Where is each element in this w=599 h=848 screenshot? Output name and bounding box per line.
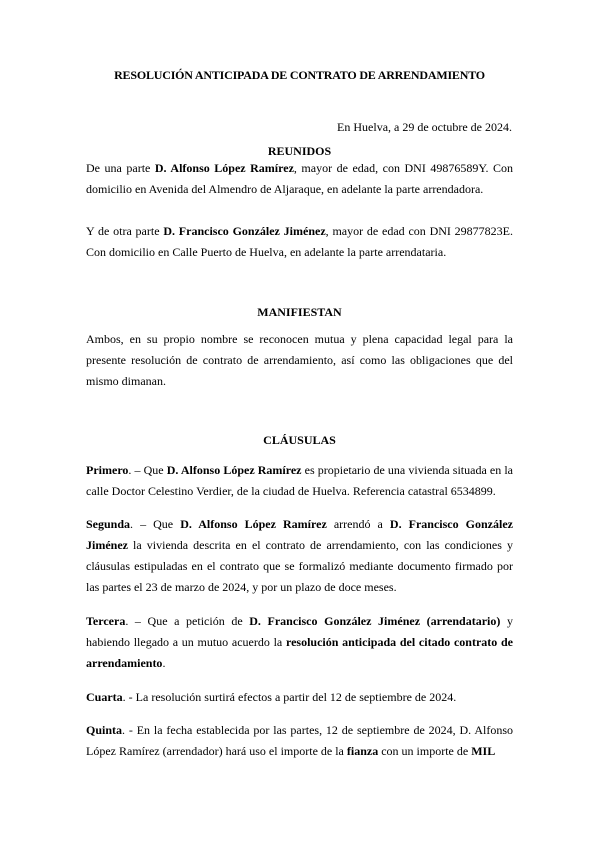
section-heading-clausulas: CLÁUSULAS bbox=[263, 433, 336, 447]
clause-quinta: Quinta. - En la fecha establecida por las partes, 12 de septiembre de 2024, D. Alfonso López Ramírez (arrendador) hará uso el importe de la fianza con un importe de MIL bbox=[86, 723, 513, 758]
section-heading-reunidos: REUNIDOS bbox=[267, 144, 332, 158]
paragraph-arrendatario: Y de otra parte D. Francisco González Jiménez, mayor de edad con DNI 29877823E. Con domicilio en Calle Puerto de Huelva, en adelante la parte arrendataria. bbox=[86, 224, 514, 259]
paragraph-manifiestan: Ambos, en su propio nombre se reconocen mutua y plena capacidad legal para la presente resolución de contrato de arrendamiento, así como las obligaciones que del mismo dimanan. bbox=[86, 332, 513, 388]
paragraph-arrendador: De una parte D. Alfonso López Ramírez, mayor de edad, con DNI 49876589Y. Con domicilio en Avenida del Almendro de Aljaraque, en adelante la parte arrendadora. bbox=[86, 161, 513, 196]
clause-tercera: Tercera. – Que a petición de D. Francisco González Jiménez (arrendatario) y habiendo llegado a un mutuo acuerdo la resolución anticipada del citado contrato de arrendamiento. bbox=[86, 614, 513, 670]
clause-segunda: Segunda. – Que D. Alfonso López Ramírez arrendó a D. Francisco González Jiménez la vivienda descrita en el contrato de arrendamiento, con las condiciones y cláusulas estipuladas en el contrato que se formalizó mediante documento firmado por las partes el 23 de marzo de 2024, y por un plazo de doce meses. bbox=[86, 517, 513, 594]
clause-primero: Primero. – Que D. Alfonso López Ramírez es propietario de una vivienda situada en la calle Doctor Celestino Verdier, de la ciudad de Huelva. Referencia catastral 6534899. bbox=[86, 463, 513, 498]
document-title: RESOLUCIÓN ANTICIPADA DE CONTRATO DE ARRENDAMIENTO bbox=[114, 68, 485, 82]
clause-cuarta: Cuarta. - La resolución surtirá efectos a partir del 12 de septiembre de 2024. bbox=[86, 690, 457, 704]
section-heading-manifiestan: MANIFIESTAN bbox=[257, 305, 342, 319]
date-line: En Huelva, a 29 de octubre de 2024. bbox=[337, 120, 512, 134]
